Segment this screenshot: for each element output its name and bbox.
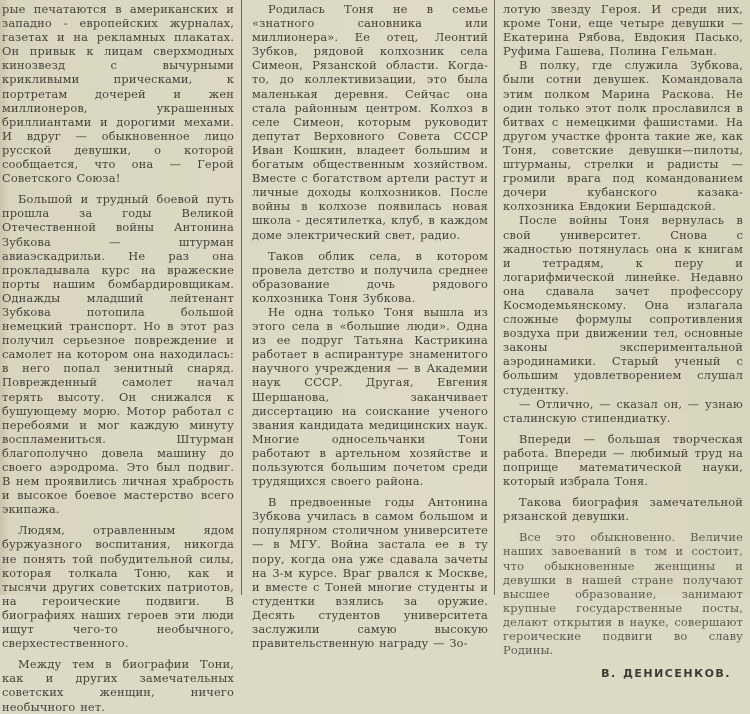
article-column-3 (503, 2, 743, 681)
paragraph: рые печатаются в американских и западно - европейских журналах, газетах и на рекламных плакатах. Он привык к лицам сверхмодных кинозвезд с вычурными крикливыми прическами, к портретам дочерей и жен миллионеров, украшенных бриллиантами и дорогими мехами. И вдруг — обыкновенное лицо русской девушки, о которой сообщается, что она — Герой Советского Союза! (2, 2, 234, 186)
paragraph: В предвоенные годы Антонина Зубкова училась в самом большом и популярном столичном университете — в МГУ. Война застала ее в ту пору, когда она уже сдавала зачеты на 3-м курсе. Враг рвался к Москве, и вместе с Тоней многие студенты и студентки взялись за оружие. Десять студентов университета заслужили самую высокую правительственную награду — Зо- (252, 495, 488, 651)
paragraph: Не одна только Тоня вышла из этого села в «большие люди». Одна из ее подруг Татьяна Кастрикина работает в аспирантуре знаменитого научного учреждения — в Академии наук СССР. Другая, Евгения Шершанова, заканчивает диссертацию на соискание ученого звания кандидата медицинских наук. Многие односельчанки Тони работают в артельном хозяйстве и пользуются большим почетом среди трудящихся своего района. (252, 304, 488, 489)
paragraph: Большой и трудный боевой путь прошла за годы Великой Отечественной войны Антонина Зубкова — штурман авиаэскадрильи. Не раз она прокладывала курс на вражеские порты нашим бомбардировщикам. Однажды младший лейтенант Зубкова потопила большой немецкий транспорт. Но в этот раз получил серьезное повреждение и самолет на котором она находилась: в него попал зенитный снаряд. Поврежденный самолет начал терять высоту. Он снижался к бушующему морю. Мотор работал с перебоями и мог каждую минуту воспламениться. Штурман благополучно довела машину до своего аэродрома. Это был подвиг. В нем проявились личная храбрость и высокое боевое мастерство всего экипажа. (2, 192, 234, 517)
paragraph: В полку, где служила Зубкова, были сотни девушек. Командовала этим полком Марина Раскова. Не один только этот полк прославился в битвах с немецкими фашистами. На другом участке фронта такие же, как Тоня, советские девушки—пилоты, штурманы, стрелки и радисты — громили врага под командованием дочери кубанского казака-колхозника Евдокии Бершадской. (503, 58, 743, 214)
paragraph: лотую звезду Героя. И среди них, кроме Тони, еще четыре девушки — Екатерина Рябова, Евдокия Пасько, Руфима Гашева, Полина Гельман. (503, 2, 743, 59)
paragraph: Между тем в биографии Тони, как и других замечательных советских женщин, ничего необычного нет. (2, 657, 234, 714)
column-divider (241, 0, 242, 595)
author-signature: В. ДЕНИСЕНКОВ. (601, 667, 731, 681)
paragraph: После войны Тоня вернулась в свой университет. Снова с жадностью потянулась она к книгам и тетрадям, к перу и логарифмической линейке. Недавно она сдавала зачет профессору Космодемьянскому. Она излагала сложные формулы сопротивления воздуха при движении тел, основные законы экспериментальной аэродинамики. Старый ученый с большим удовлетворением слушал студентку. (503, 213, 743, 397)
paragraph: Впереди — большая творческая работа. Впереди — любимый труд на поприще математической науки, который избрала Тоня. (503, 431, 743, 489)
article-column-1 (2, 2, 234, 714)
paragraph: Такова биография замечательной рязанской девушки. (503, 495, 743, 524)
paragraph: Все это обыкновенно. Величие наших завоеваний в том и состоит, что обыкновенные женщины и девушки в нашей стране получают высшее образование, занимают крупные государственные посты, делают открытия в науке, совершают героические подвиги во славу Родины. (503, 530, 743, 658)
paragraph: Родилась Тоня не в семье «знатного сановника или миллионера». Ее отец, Леонтий Зубков, рядовой колхозник села Симеон, Рязанской области. Когда-то, до коллективизации, это была маленькая деревня. Сейчас она стала районным центром. Колхоз в селе Симеон, которым руководит депутат Верховного Совета СССР Иван Кошкин, владеет большим и богатым общественным хозяйством. Вместе с богатством артели растут и личные доходы колхозников. После войны в колхозе появилась новая школа - десятилетка, клуб, в каждом доме электрический свет, радио. (252, 2, 488, 242)
article-column-2 (252, 2, 488, 651)
paragraph: Людям, отравленным ядом буржуазного воспитания, никогда не понять той побудительной силы, которая толкала Тоню, как и тысячи других советских патриотов, на героические подвиги. В биографиях наших героев эти люди ищут чего-то необычного, сверхестественного. (2, 523, 234, 651)
paragraph: Таков облик села, в котором провела детство и получила среднее образование дочь рядового колхозника Тоня Зубкова. (252, 248, 488, 305)
paragraph: — Отлично, — сказал он, — узнаю сталинскую стипендиатку. (503, 396, 743, 425)
column-divider (494, 0, 495, 595)
